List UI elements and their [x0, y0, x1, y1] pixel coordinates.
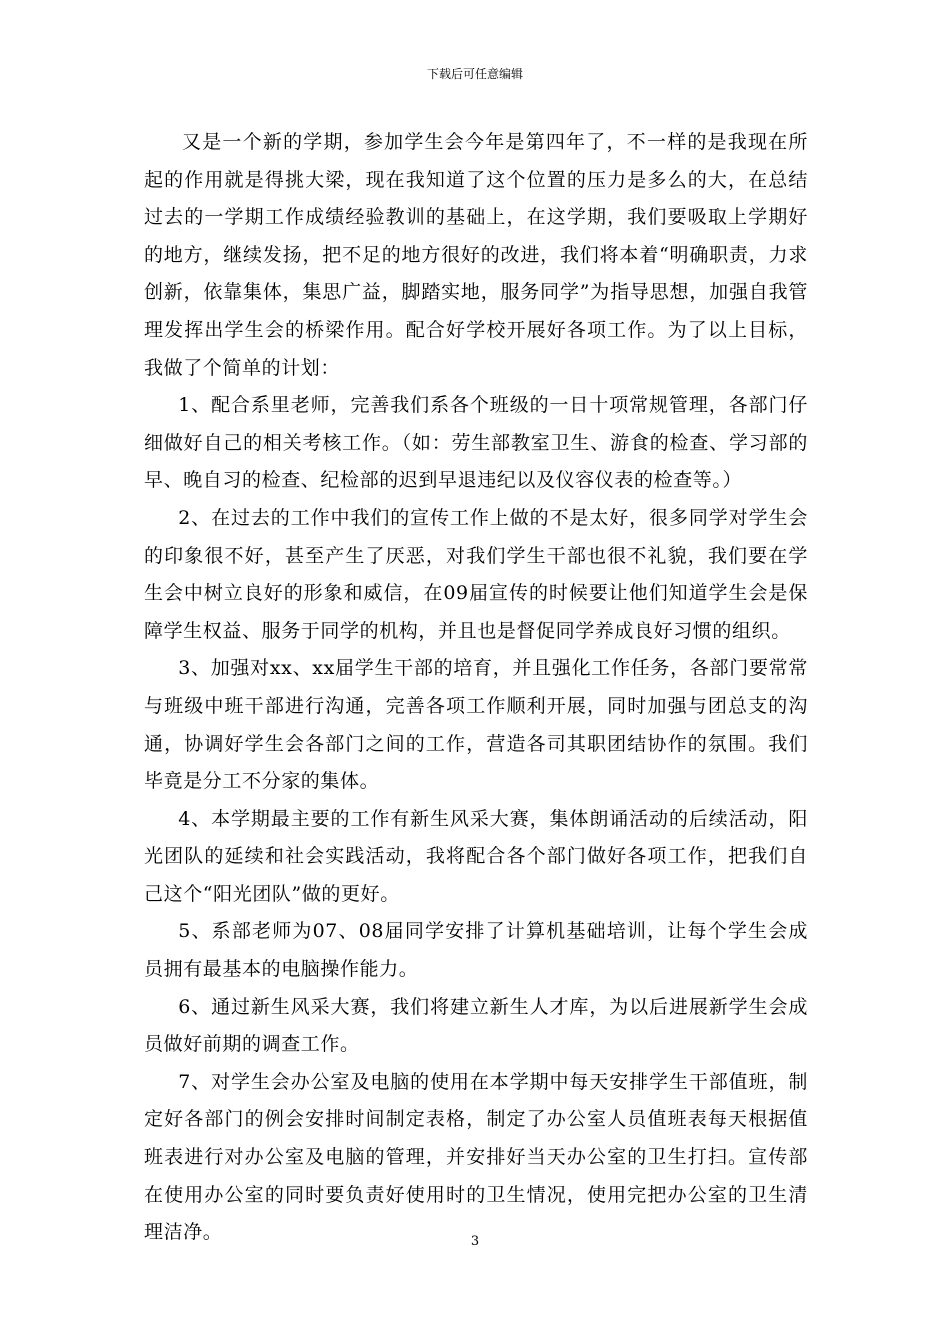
plan-item-3: 3、加强对xx、xx届学生干部的培育，并且强化工作任务，各部门要常常与班级中班干部进行沟通，完善各项工作顺利开展，同时加强与团总支的沟通，协调好学生会各部门之间的工作，营造各司其职团结协作的氛围。我们毕竟是分工不分家的集体。	[144, 657, 808, 793]
page-number: 3	[470, 1234, 480, 1249]
plan-item-4: 4、本学期最主要的工作有新生风采大赛，集体朗诵活动的后续活动，阳光团队的延续和社会实践活动，我将配合各个部门做好各项工作，把我们自己这个“阳光团队”做的更好。	[144, 807, 808, 905]
plan-item-5: 5、系部老师为07、08届同学安排了计算机基础培训，让每个学生会成员拥有最基本的电脑操作能力。	[144, 920, 808, 981]
intro-paragraph: 又是一个新的学期，参加学生会今年是第四年了，不一样的是我现在所起的作用就是得挑大梁，现在我知道了这个位置的压力是多么的大，在总结过去的一学期工作成绩经验教训的基础上，在这学期，我们要吸取上学期好的地方，继续发扬，把不足的地方很好的改进，我们将本着“明确职责，力求创新，依靠集体，集思广益，脚踏实地，服务同学”为指导思想，加强自我管理发挥出学生会的桥梁作用。配合好学校开展好各项工作。为了以上目标，我做了个简单的计划：	[144, 131, 808, 379]
plan-item-2: 2、在过去的工作中我们的宣传工作上做的不是太好，很多同学对学生会的印象很不好，甚至产生了厌恶，对我们学生干部也很不礼貌，我们要在学生会中树立良好的形象和威信，在09届宣传的时候要让他们知道学生会是保障学生权益、服务于同学的机构，并且也是督促同学养成良好习惯的组织。	[144, 506, 808, 642]
plan-item-7: 7、对学生会办公室及电脑的使用在本学期中每天安排学生干部值班，制定好各部门的例会安排时间制定表格，制定了办公室人员值班表每天根据值班表进行对办公室及电脑的管理，并安排好当天办公室的卫生打扫。宣传部在使用办公室的同时要负责好使用时的卫生情况，使用完把办公室的卫生清理洁净。	[144, 1070, 808, 1244]
plan-item-1: 1、配合系里老师，完善我们系各个班级的一日十项常规管理，各部门仔细做好自己的相关考核工作。（如：劳生部教室卫生、游食的检查、学习部的早、晚自习的检查、纪检部的迟到早退违纪以及仪容仪表的检查等。）	[144, 394, 808, 492]
page-header-note: 下载后可任意编辑	[426, 67, 523, 81]
plan-item-6: 6、通过新生风采大赛，我们将建立新生人才库，为以后进展新学生会成员做好前期的调查工作。	[144, 995, 808, 1056]
document-body	[144, 124, 808, 1252]
